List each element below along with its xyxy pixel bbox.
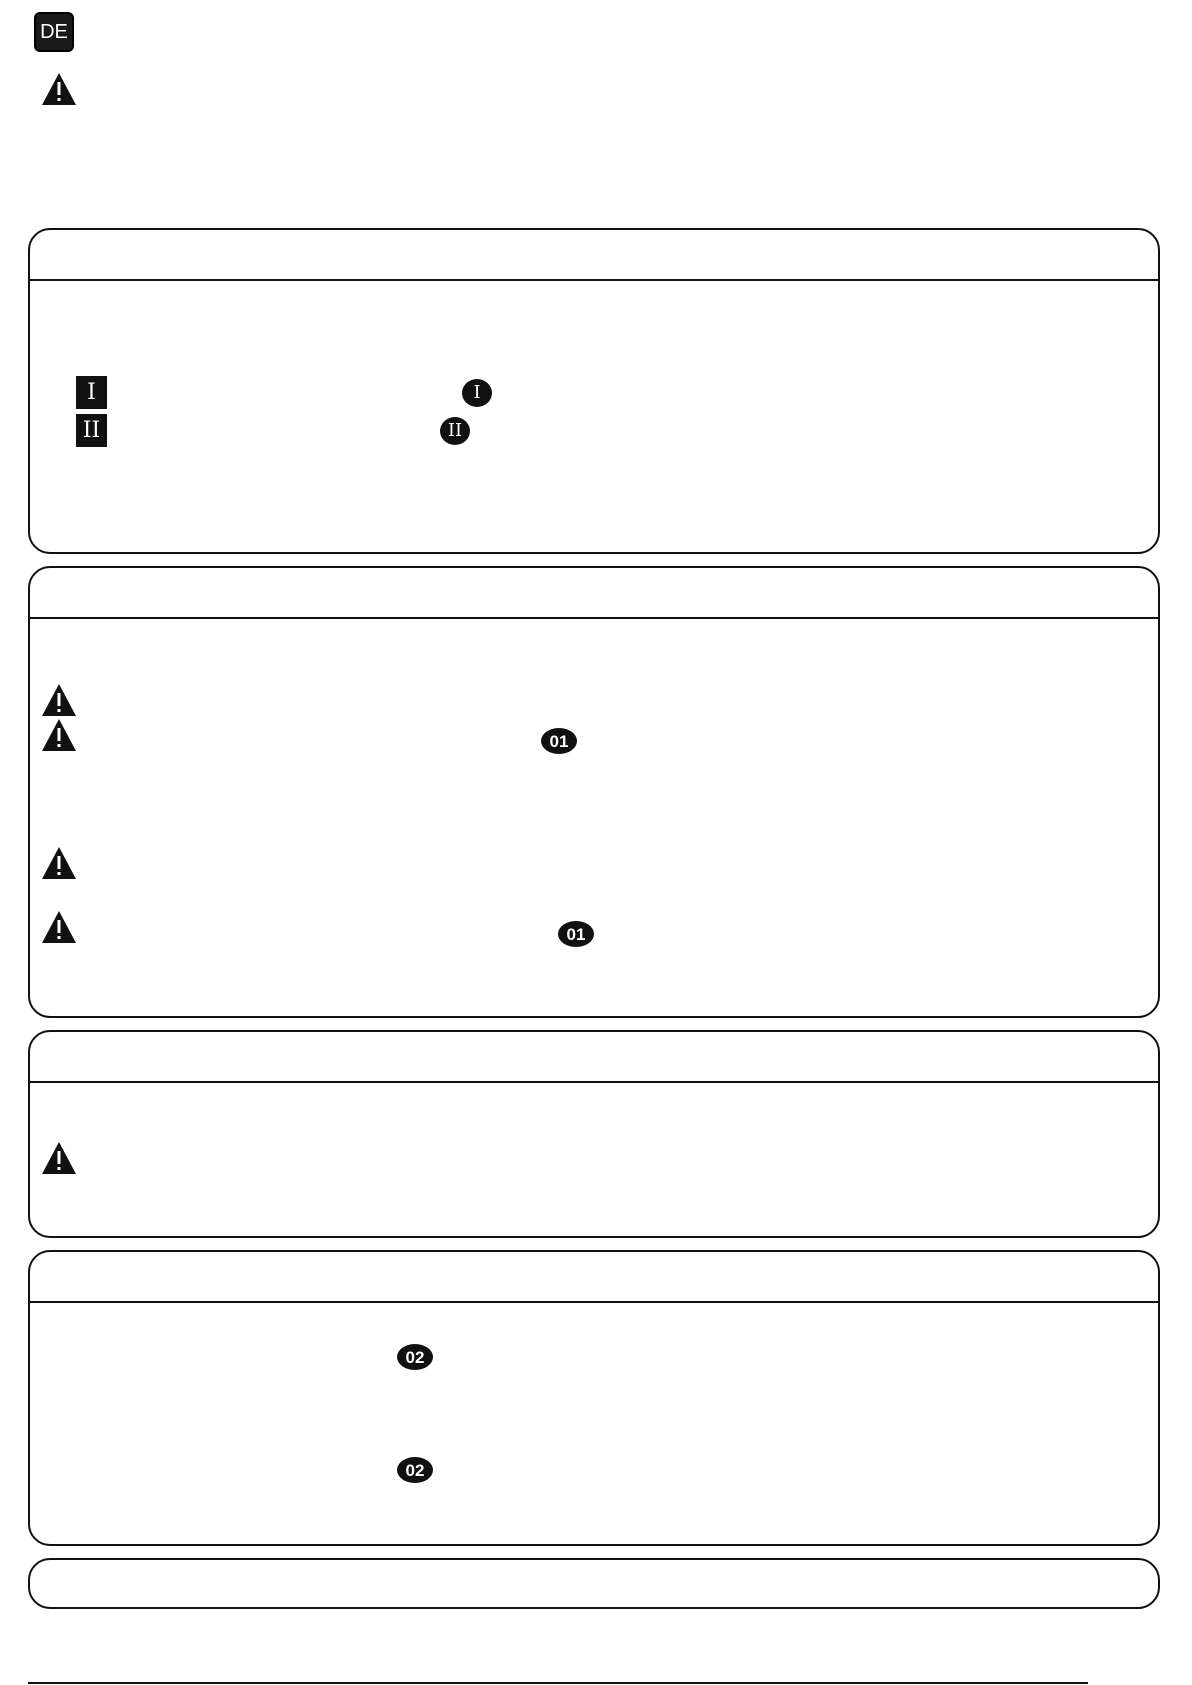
warning-icon (41, 910, 77, 944)
section-header-3 (30, 1032, 1158, 1083)
section-panel-1 (28, 228, 1160, 554)
language-badge (34, 12, 74, 52)
section-panel-3 (28, 1030, 1160, 1238)
section-panel-4 (28, 1250, 1160, 1546)
step-01-marker (558, 921, 594, 947)
step-02-label: 02 (405, 1460, 425, 1480)
roman-one-label: I (87, 379, 96, 405)
warning-icon (41, 1141, 77, 1175)
section-header-4 (30, 1252, 1158, 1303)
roman-one-circle-marker (462, 379, 492, 407)
roman-one-square-marker (76, 376, 107, 409)
roman-two-circle-marker (440, 417, 470, 445)
roman-one-circle-label: I (473, 382, 481, 403)
warning-icon (41, 683, 77, 717)
warning-icon (41, 718, 77, 752)
section-header-2 (30, 568, 1158, 619)
step-01-label: 01 (549, 731, 569, 751)
roman-two-label: II (82, 417, 101, 443)
step-02-marker (397, 1457, 433, 1483)
step-01-marker (541, 728, 577, 754)
step-01-label: 01 (566, 924, 586, 944)
section-header-1 (30, 230, 1158, 281)
warning-icon (41, 72, 77, 106)
language-badge-label: DE (40, 20, 68, 43)
roman-two-square-marker (76, 414, 107, 447)
step-02-label: 02 (405, 1347, 425, 1367)
footer-rule (28, 1682, 1088, 1684)
section-panel-2 (28, 566, 1160, 1018)
section-panel-5 (28, 1558, 1160, 1609)
step-02-marker (397, 1344, 433, 1370)
roman-two-circle-label: II (447, 420, 463, 441)
warning-icon (41, 846, 77, 880)
